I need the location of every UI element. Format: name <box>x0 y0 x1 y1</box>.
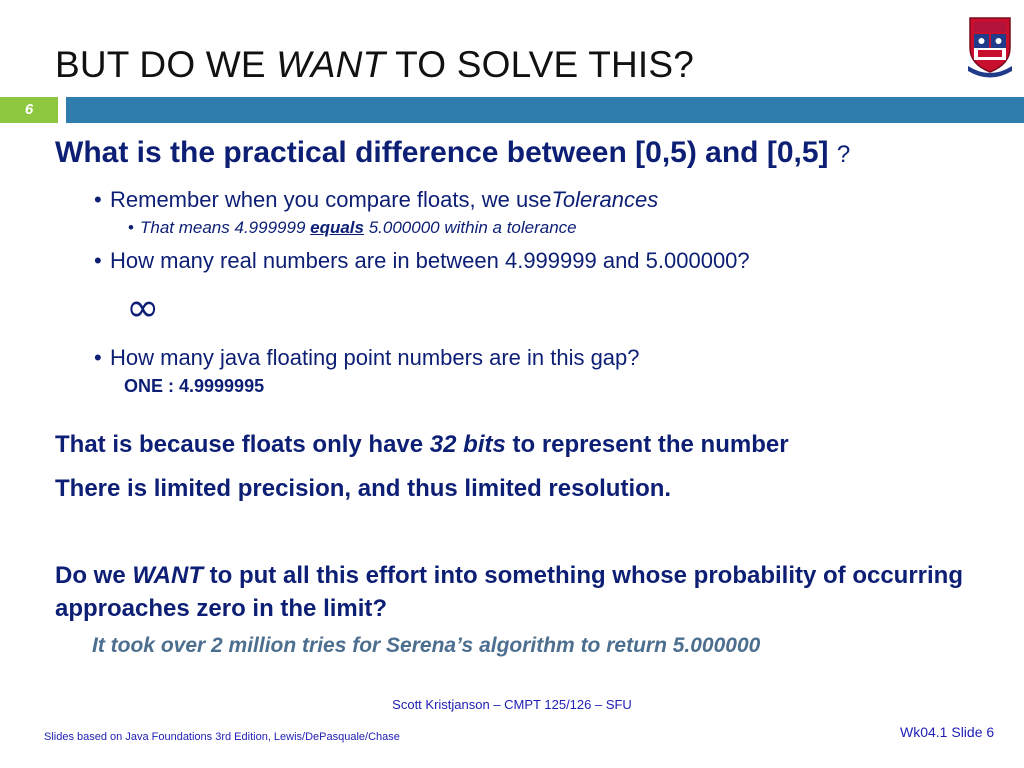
para3-emphasis: WANT <box>132 562 203 589</box>
question-mark: ? <box>836 141 851 168</box>
bullet1-emphasis: Tolerances <box>551 187 659 212</box>
bullet-dot: • <box>94 345 102 370</box>
para1-before: That is because floats only have <box>55 431 430 458</box>
footer-slide-label: Wk04.1 Slide 6 <box>900 724 995 740</box>
title-before: BUT DO WE <box>55 44 277 85</box>
paragraph-precision: There is limited precision, and thus limited resolution. <box>55 475 672 502</box>
sub-bullet-dot: • <box>128 218 134 237</box>
para1-emphasis: 32 bits <box>429 431 506 458</box>
para3-after: to put all this effort into something whose probability of occurring approaches zero in the limit? <box>55 562 963 622</box>
para1-after: to represent the number <box>505 431 789 458</box>
footer-source: Slides based on Java Foundations 3rd Edition, Lewis/DePasquale/Chase <box>44 731 400 743</box>
slide-number-badge: 6 <box>0 97 58 123</box>
para3-before: Do we <box>55 562 133 589</box>
question-text: What is the practical difference between [0,5) and [0,5] <box>55 136 829 169</box>
quote-text: It took over 2 million tries for Serena’s algorithm to return 5.000000 <box>92 634 761 657</box>
bullet-dot: • <box>94 187 102 212</box>
infinity-symbol: ∞ <box>126 285 160 331</box>
title-divider-bar <box>66 97 1024 123</box>
slide-title <box>55 44 694 86</box>
bullet-java-floats <box>94 345 640 371</box>
paragraph-do-we-want <box>55 559 1005 625</box>
paragraph-32-bits <box>55 431 789 459</box>
bullet-compare-floats <box>94 187 658 213</box>
sub1-after: 5.000000 within a tolerance <box>363 218 577 237</box>
question-heading <box>55 136 850 170</box>
answer-text: ONE : 4.9999995 <box>124 376 265 396</box>
bullet-real-numbers <box>94 248 750 274</box>
title-emphasis: WANT <box>276 44 386 85</box>
sub1-before: That means 4.999999 <box>140 218 311 237</box>
bullet2-text: How many real numbers are in between 4.999999 and 5.000000? <box>110 248 750 273</box>
sub-bullet-tolerance <box>128 218 577 238</box>
bullet3-text: How many java floating point numbers are in this gap? <box>110 345 640 370</box>
title-after: TO SOLVE THIS? <box>385 44 695 85</box>
bullet-dot: • <box>94 248 102 273</box>
footer-author: Scott Kristjanson – CMPT 125/126 – SFU <box>392 697 632 712</box>
sub1-emphasis: equals <box>310 218 364 237</box>
university-crest-icon <box>966 14 1014 78</box>
bullet1-text: Remember when you compare floats, we use <box>110 187 552 212</box>
